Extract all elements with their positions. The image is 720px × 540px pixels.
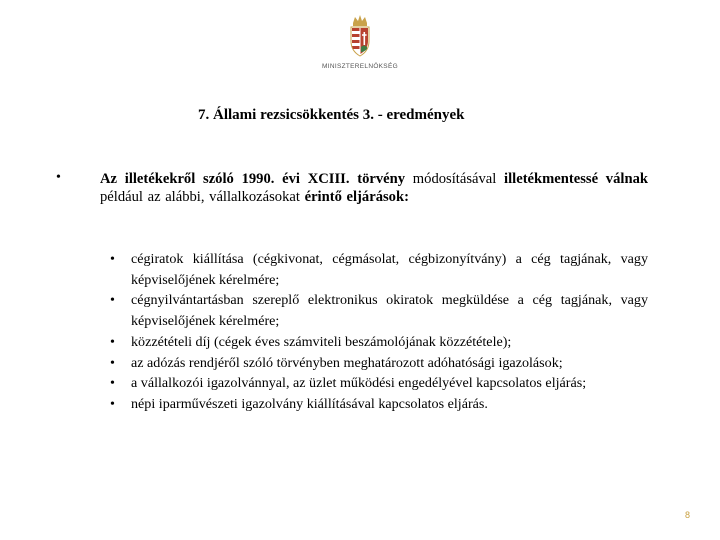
procedure-list xyxy=(110,249,648,415)
page-number: 8 xyxy=(685,510,691,520)
intro-procedures-phrase: érintő eljárások: xyxy=(304,188,409,205)
intro-text-2: például az alábbi, vállalkozásokat xyxy=(100,188,305,205)
list-item: • cégiratok kiállítása (cégkivonat, cégmásolat, cégbizonyítvány) a cég tagjának, vagy képviselőjének kérelmére; xyxy=(110,249,648,290)
hungarian-coat-of-arms-icon xyxy=(347,14,373,58)
list-item: • az adózás rendjéről szóló törvényben meghatározott adóhatósági igazolások; xyxy=(110,353,648,374)
intro-paragraph xyxy=(100,171,648,206)
ministry-name: MINISZTERELNÖKSÉG xyxy=(322,63,398,70)
list-item: • a vállalkozói igazolvánnyal, az üzlet működési engedélyével kapcsolatos eljárás; xyxy=(110,373,648,394)
intro-exemption-phrase: illetékmentessé válnak xyxy=(504,171,648,187)
list-item: • közzétételi díj (cégek éves számviteli beszámolójának közzététele); xyxy=(110,332,648,353)
intro-text-1: módosításával xyxy=(405,171,505,187)
list-item: • népi iparművészeti igazolvány kiállításával kapcsolatos eljárás. xyxy=(110,394,648,415)
list-item: • cégnyilvántartásban szereplő elektronikus okiratok megküldése a cég tagjának, vagy képviselőjének kérelmére; xyxy=(110,290,648,331)
header xyxy=(0,14,720,70)
intro-law-reference: Az illetékekről szóló 1990. évi XCIII. törvény xyxy=(100,171,406,187)
intro-bullet: • xyxy=(56,170,61,185)
slide-title: 7. Állami rezsicsökkentés 3. - eredmények xyxy=(198,107,465,123)
